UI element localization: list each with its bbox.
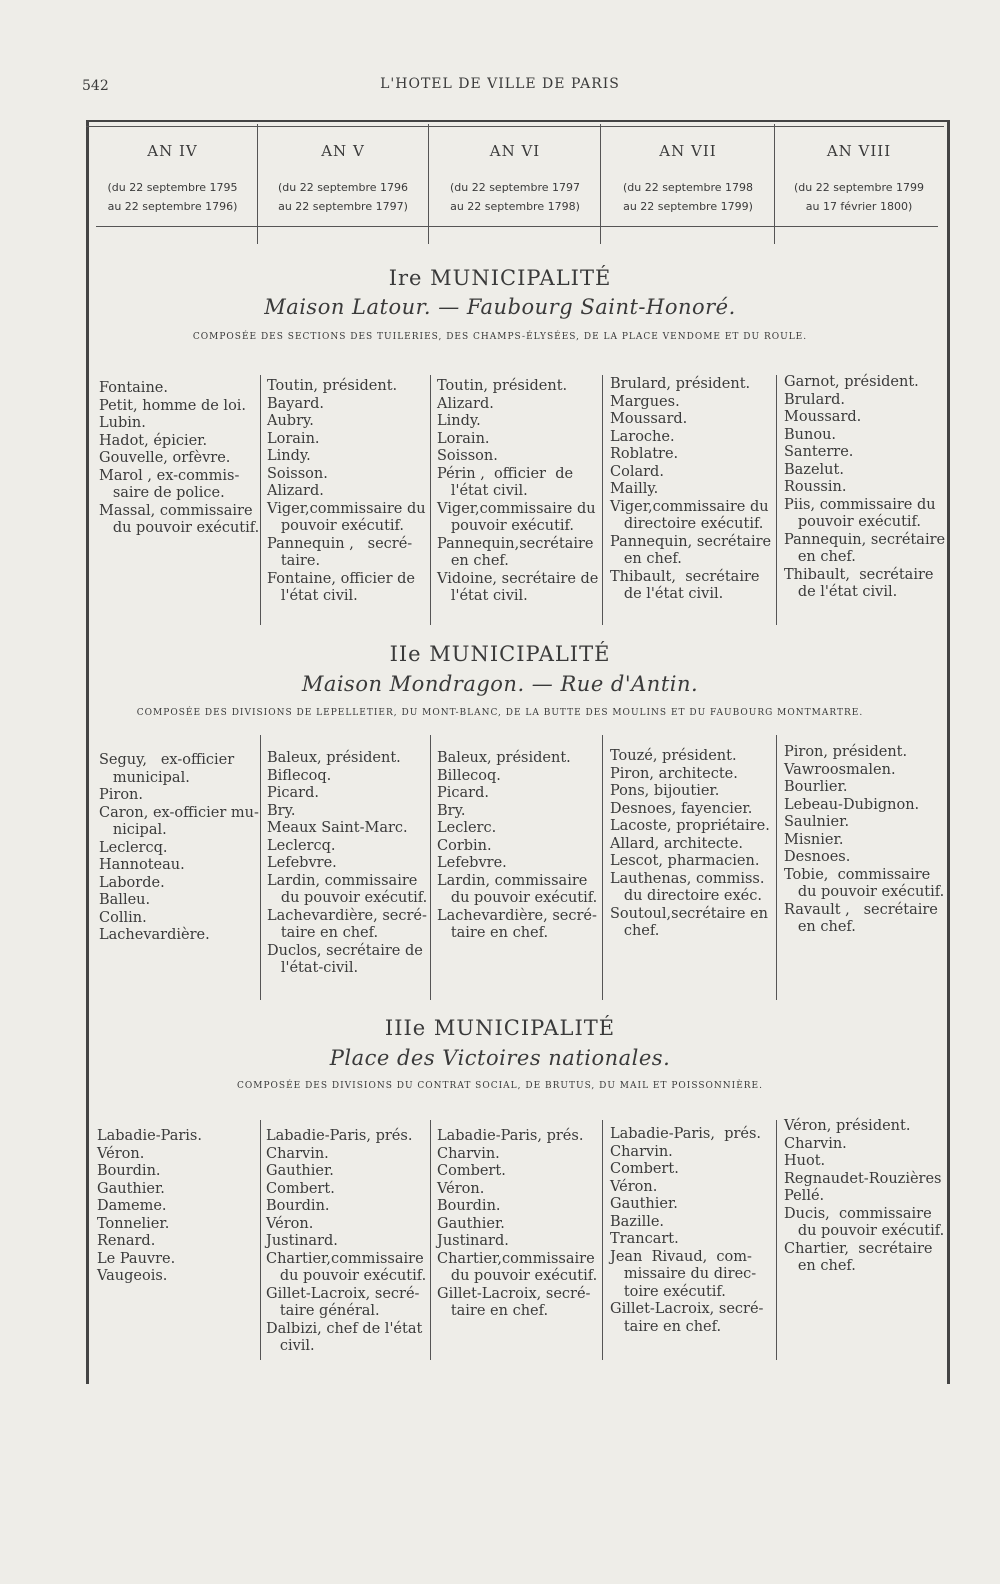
list-item: Vidoine, secrétaire de xyxy=(437,570,599,587)
column-rule xyxy=(260,735,261,1000)
list-item: Santerre. xyxy=(784,444,854,460)
list-item: Brulard, président. xyxy=(610,376,751,392)
header-divider xyxy=(96,226,938,227)
list-item: Garnot, président. xyxy=(784,374,919,390)
list-item: Jean Rivaud, com- xyxy=(610,1248,752,1265)
list-item: Fontaine. xyxy=(99,380,168,396)
column-rule xyxy=(776,735,777,1000)
list-item: Pellé. xyxy=(784,1188,825,1204)
column-header-an-vi xyxy=(430,128,600,216)
list-item: Ravault , secrétaire xyxy=(784,901,938,918)
list-item: Lubin. xyxy=(99,415,146,431)
list-item: Thibault, secrétaire xyxy=(610,568,760,585)
list-item: Brulard. xyxy=(784,391,846,408)
list-item: Lardin, commissaire xyxy=(437,872,588,889)
list-item: saire de police. xyxy=(99,485,225,501)
list-item: Lachevardière, secré- xyxy=(437,907,597,924)
list-item: Périn , officier de xyxy=(437,465,574,482)
column-rule xyxy=(602,735,603,1000)
list-item: Véron, président. xyxy=(784,1118,911,1134)
column-range-end: au 22 septembre 1796) xyxy=(107,200,238,213)
list-item: Labadie-Paris, prés. xyxy=(437,1128,584,1144)
list-item: Marol , ex-commis- xyxy=(99,467,240,484)
list-item: Petit, homme de loi. xyxy=(99,397,247,414)
column-title: AN VIII xyxy=(826,142,892,160)
list-item: Misnier. xyxy=(784,831,844,848)
list-item: Trancart. xyxy=(610,1231,679,1247)
column-header-an-v xyxy=(258,128,428,216)
section-subtitle: Maison Latour. — Faubourg Saint-Honoré. xyxy=(264,295,736,319)
column-range-start: (du 22 septembre 1799 xyxy=(793,181,925,194)
list-item: en chef. xyxy=(784,919,856,935)
list-item: du pouvoir exécutif. xyxy=(266,1268,427,1284)
list-item: Leclercq. xyxy=(99,839,168,856)
list-item: chef. xyxy=(610,923,660,939)
list-item: directoire exécutif. xyxy=(610,516,764,532)
list-item: Toutin, président. xyxy=(267,378,398,394)
list-item: Pannequin,secrétaire xyxy=(437,535,594,552)
list-item: Piron. xyxy=(99,787,144,803)
list-item: Duclos, secrétaire de xyxy=(267,942,423,959)
list-item: pouvoir exécutif. xyxy=(437,518,574,534)
list-item: l'état civil. xyxy=(437,588,528,604)
list-item: Picard. xyxy=(437,785,489,801)
member-list xyxy=(784,744,944,937)
column-rule xyxy=(600,124,601,244)
list-item: Bayard. xyxy=(267,395,324,412)
list-item: Meaux Saint-Marc. xyxy=(267,820,408,836)
list-item: Laborde. xyxy=(99,874,165,891)
list-item: Dameme. xyxy=(97,1198,167,1214)
list-item: Gauthier. xyxy=(266,1163,334,1179)
list-item: Hannoteau. xyxy=(99,857,185,873)
section-subtitle: Maison Mondragon. — Rue d'Antin. xyxy=(301,672,699,696)
column-title: AN IV xyxy=(147,142,198,160)
list-item: municipal. xyxy=(99,769,190,786)
list-item: Allard, architecte. xyxy=(610,835,744,852)
list-item: Regnaudet-Rouzières xyxy=(784,1170,942,1187)
list-item: Aubry. xyxy=(267,413,314,429)
list-item: Pons, bijoutier. xyxy=(610,783,720,799)
list-item: pouvoir exécutif. xyxy=(784,514,921,530)
list-item: Margues. xyxy=(610,393,680,410)
list-item: Moussard. xyxy=(610,411,688,427)
column-range-end: au 22 septembre 1798) xyxy=(450,200,580,213)
list-item: missaire du direc- xyxy=(610,1266,757,1282)
list-item: en chef. xyxy=(437,553,509,569)
column-rule xyxy=(257,124,258,244)
list-item: Mailly. xyxy=(610,481,659,497)
list-item: taire en chef. xyxy=(437,925,549,941)
list-item: Toutin, président. xyxy=(437,378,568,394)
list-item: Combert. xyxy=(610,1161,679,1177)
list-item: Baleux, président. xyxy=(437,750,571,766)
section-composition: COMPOSÉE DES DIVISIONS DU CONTRAT SOCIAL, DE BRUTUS, DU MAIL ET POISSONNIÈRE. xyxy=(237,1081,763,1091)
list-item: Desnoes, fayencier. xyxy=(610,800,753,817)
list-item: Gauthier. xyxy=(437,1215,505,1232)
list-item: taire en chef. xyxy=(267,925,379,941)
section-title: IIe MUNICIPALITÉ xyxy=(389,642,611,666)
section-composition: COMPOSÉE DES DIVISIONS DE LEPELLETIER, DU MONT-BLANC, DE LA BUTTE DES MOULINS ET DU FAUBOURG MONTMARTRE. xyxy=(136,708,864,718)
column-range-start: (du 22 septembre 1797 xyxy=(449,181,581,194)
list-item: taire en chef. xyxy=(437,1303,549,1319)
list-item: Alizard. xyxy=(267,483,324,499)
member-list xyxy=(784,1118,944,1276)
list-item: Gauthier. xyxy=(97,1180,165,1197)
list-item: Lachevardière. xyxy=(99,927,210,943)
column-rule xyxy=(430,1120,431,1360)
column-range-end: au 22 septembre 1799) xyxy=(623,200,753,213)
list-item: Charvin. xyxy=(784,1135,847,1152)
member-list xyxy=(437,1128,601,1321)
list-item: Lacoste, propriétaire. xyxy=(610,818,770,834)
column-range-start: (du 22 septembre 1795 xyxy=(107,181,238,194)
column-rule xyxy=(776,1120,777,1360)
list-item: Dalbizi, chef de l'état xyxy=(266,1320,423,1337)
list-item: civil. xyxy=(266,1338,315,1354)
list-item: Baleux, président. xyxy=(267,750,401,766)
list-item: Véron. xyxy=(97,1145,145,1162)
list-item: Pannequin , secré- xyxy=(267,535,413,552)
table-frame-inner-rule xyxy=(86,126,944,127)
list-item: Thibault, secrétaire xyxy=(784,566,934,583)
member-list xyxy=(99,380,259,538)
list-item: Véron. xyxy=(610,1178,658,1195)
member-list xyxy=(97,1128,257,1286)
list-item: Vaugeois. xyxy=(97,1268,168,1284)
list-item: Chartier, secrétaire xyxy=(784,1240,933,1257)
list-item: Labadie-Paris, prés. xyxy=(266,1128,413,1144)
list-item: Hadot, épicier. xyxy=(99,432,208,449)
member-list xyxy=(267,378,429,606)
member-list xyxy=(784,374,944,602)
column-rule xyxy=(430,735,431,1000)
list-item: Le Pauvre. xyxy=(97,1250,176,1267)
list-item: Balleu. xyxy=(99,892,151,908)
column-rule xyxy=(602,375,603,625)
list-item: taire général. xyxy=(266,1303,380,1319)
member-list xyxy=(437,750,601,943)
list-item: Roussin. xyxy=(784,479,847,495)
list-item: du pouvoir exécutif. xyxy=(784,1223,945,1239)
list-item: Justinard. xyxy=(266,1233,338,1249)
list-item: Caron, ex-officier mu- xyxy=(99,804,259,821)
list-item: Lorain. xyxy=(267,430,320,447)
list-item: Charvin. xyxy=(266,1145,329,1162)
list-item: Touzé, président. xyxy=(610,748,737,764)
column-title: AN VI xyxy=(489,142,541,160)
list-item: Saulnier. xyxy=(784,814,850,830)
column-rule xyxy=(776,375,777,625)
list-item: l'état civil. xyxy=(267,588,358,604)
list-item: Piis, commissaire du xyxy=(784,496,936,513)
list-item: Chartier,commissaire xyxy=(266,1250,424,1267)
list-item: Ducis, commissaire xyxy=(784,1205,932,1222)
column-range-start: (du 22 septembre 1798 xyxy=(622,181,754,194)
list-item: Tonnelier. xyxy=(97,1215,170,1232)
list-item: Colard. xyxy=(610,463,664,480)
list-item: Combert. xyxy=(266,1180,335,1197)
list-item: Viger,commissaire du xyxy=(610,498,769,515)
list-item: Moussard. xyxy=(784,409,862,425)
section-title: Ire MUNICIPALITÉ xyxy=(388,266,612,290)
list-item: Bunou. xyxy=(784,426,837,443)
list-item: Bazille. xyxy=(610,1213,665,1230)
column-rule xyxy=(428,124,429,244)
column-rule xyxy=(430,375,431,625)
list-item: Huot. xyxy=(784,1153,826,1169)
section-composition: COMPOSÉE DES SECTIONS DES TUILERIES, DES CHAMPS-ÉLYSÉES, DE LA PLACE VENDOME ET DU ROULE. xyxy=(192,332,808,342)
list-item: Billecoq. xyxy=(437,767,501,784)
list-item: Alizard. xyxy=(437,395,494,412)
list-item: Labadie-Paris. xyxy=(97,1128,202,1144)
list-item: Bourlier. xyxy=(784,779,848,795)
list-item: Gauthier. xyxy=(610,1196,678,1212)
list-item: Lorain. xyxy=(437,430,490,447)
list-item: Bourdin. xyxy=(437,1198,501,1214)
column-header-an-viii xyxy=(776,128,942,216)
list-item: Véron. xyxy=(266,1215,314,1232)
list-item: Vawroosmalen. xyxy=(784,761,896,778)
list-item: Bourdin. xyxy=(266,1198,330,1214)
column-title: AN V xyxy=(321,142,365,160)
list-item: Tobie, commissaire xyxy=(784,866,931,883)
list-item: Collin. xyxy=(99,909,147,926)
list-item: Bazelut. xyxy=(784,461,844,478)
list-item: en chef. xyxy=(784,549,856,565)
section-title: IIIe MUNICIPALITÉ xyxy=(384,1016,616,1040)
column-range-end: au 17 février 1800) xyxy=(805,200,913,213)
column-header-an-iv xyxy=(90,128,255,216)
column-rule xyxy=(260,1120,261,1360)
list-item: Lefebvre. xyxy=(267,855,337,871)
list-item: pouvoir exécutif. xyxy=(267,518,404,534)
list-item: de l'état civil. xyxy=(610,586,724,602)
member-list xyxy=(610,1126,776,1336)
list-item: taire en chef. xyxy=(610,1318,722,1335)
list-item: Leclerc. xyxy=(437,820,497,836)
list-item: Picard. xyxy=(267,785,319,801)
list-item: Lescot, pharmacien. xyxy=(610,853,760,869)
list-item: Charvin. xyxy=(437,1145,500,1162)
list-item: Piron, architecte. xyxy=(610,765,738,782)
list-item: Biflecoq. xyxy=(267,767,332,784)
list-item: Labadie-Paris, prés. xyxy=(610,1126,762,1142)
section-subtitle: Place des Victoires nationales. xyxy=(329,1046,671,1070)
list-item: Soisson. xyxy=(267,465,328,482)
list-item: Seguy, ex-officier xyxy=(99,752,235,768)
list-item: Renard. xyxy=(97,1233,156,1249)
list-item: Viger,commissaire du xyxy=(437,500,596,517)
column-range-end: au 22 septembre 1797) xyxy=(278,200,408,213)
list-item: Gillet-Lacroix, secré- xyxy=(610,1301,764,1317)
member-list xyxy=(610,748,776,941)
list-item: Roblatre. xyxy=(610,446,679,462)
list-item: du pouvoir exécutif. xyxy=(267,890,428,906)
list-item: Viger,commissaire du xyxy=(267,500,426,517)
list-item: l'état-civil. xyxy=(267,960,359,976)
running-title: L'HOTEL DE VILLE DE PARIS xyxy=(380,76,620,92)
list-item: Lachevardière, secré- xyxy=(267,907,427,924)
list-item: Lardin, commissaire xyxy=(267,872,418,889)
member-list xyxy=(437,378,601,606)
list-item: Lefebvre. xyxy=(437,855,507,871)
list-item: Gillet-Lacroix, secré- xyxy=(437,1285,591,1302)
list-item: Bourdin. xyxy=(97,1163,161,1179)
list-item: toire exécutif. xyxy=(610,1283,726,1300)
list-item: Pannequin, secrétaire xyxy=(784,531,946,548)
list-item: Leclercq. xyxy=(267,837,336,854)
list-item: Fontaine, officier de xyxy=(267,570,415,587)
list-item: Pannequin, secrétaire xyxy=(610,533,772,550)
list-item: Lindy. xyxy=(437,413,481,429)
list-item: nicipal. xyxy=(99,822,167,838)
list-item: Corbin. xyxy=(437,837,492,854)
list-item: du directoire exéc. xyxy=(610,888,762,904)
list-item: Lindy. xyxy=(267,448,311,464)
list-item: de l'état civil. xyxy=(784,584,898,600)
list-item: du pouvoir exécutif. xyxy=(784,884,945,900)
list-item: Soisson. xyxy=(437,448,498,464)
column-rule xyxy=(602,1120,603,1360)
member-list xyxy=(266,1128,428,1356)
list-item: Justinard. xyxy=(437,1233,509,1249)
list-item: Bry. xyxy=(267,802,296,819)
list-item: l'état civil. xyxy=(437,483,528,499)
list-item: Soutoul,secrétaire en xyxy=(610,905,768,922)
list-item: Lebeau-Dubignon. xyxy=(784,796,920,813)
member-list xyxy=(267,750,429,978)
list-item: en chef. xyxy=(610,551,682,567)
list-item: du pouvoir exécutif. xyxy=(437,1268,598,1284)
column-range-start: (du 22 septembre 1796 xyxy=(277,181,409,194)
list-item: Gouvelle, orfèvre. xyxy=(99,450,231,466)
list-item: du pouvoir exécutif. xyxy=(437,890,598,906)
list-item: Massal, commissaire xyxy=(99,502,253,519)
list-item: taire. xyxy=(267,553,321,569)
list-item: Desnoes. xyxy=(784,849,851,865)
list-item: Piron, président. xyxy=(784,744,908,760)
column-title: AN VII xyxy=(659,142,717,160)
list-item: Laroche. xyxy=(610,428,675,445)
column-rule xyxy=(260,375,261,625)
column-rule xyxy=(774,124,775,244)
list-item: Combert. xyxy=(437,1163,506,1179)
list-item: Bry. xyxy=(437,802,466,819)
list-item: Lauthenas, commiss. xyxy=(610,870,765,887)
member-list xyxy=(610,376,776,604)
list-item: Charvin. xyxy=(610,1143,673,1160)
list-item: Véron. xyxy=(437,1180,485,1197)
list-item: Gillet-Lacroix, secré- xyxy=(266,1285,420,1302)
page-number: 542 xyxy=(82,78,109,94)
list-item: du pouvoir exécutif. xyxy=(99,520,260,536)
list-item: Chartier,commissaire xyxy=(437,1250,595,1267)
list-item: en chef. xyxy=(784,1258,856,1274)
column-header-an-vii xyxy=(602,128,774,216)
member-list xyxy=(99,752,259,945)
